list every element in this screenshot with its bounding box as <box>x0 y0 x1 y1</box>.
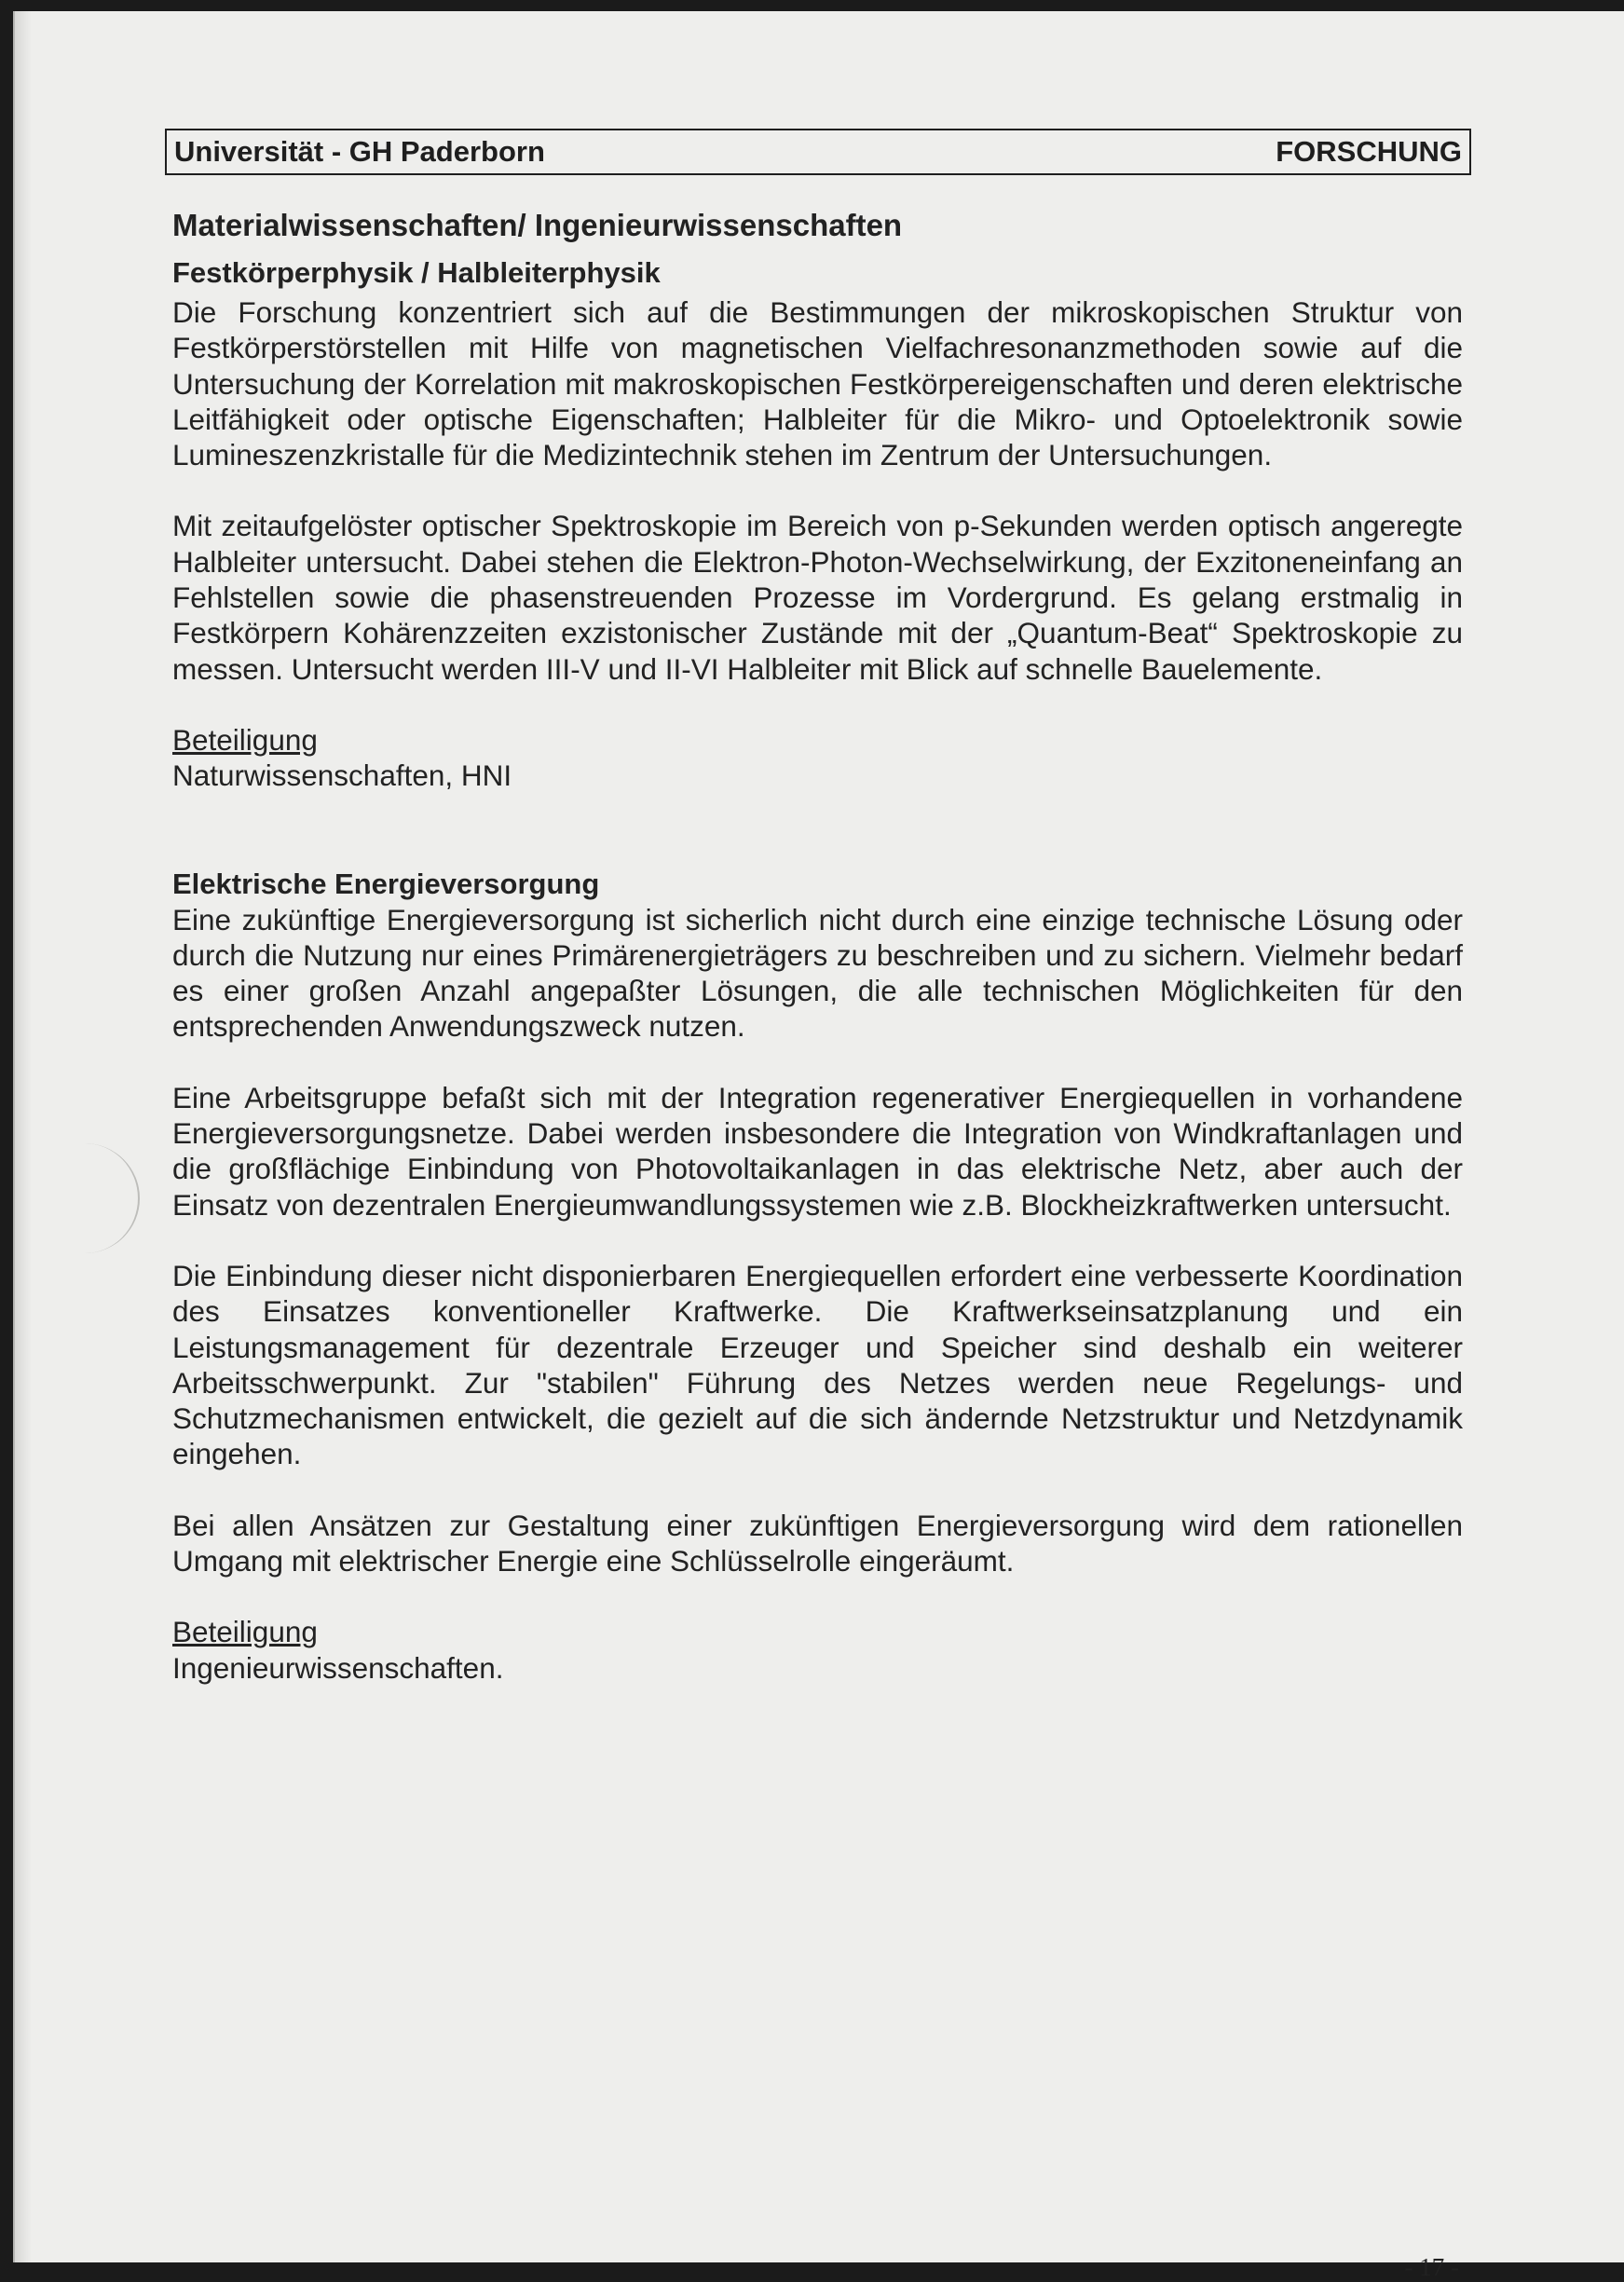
paragraph: Mit zeitaufgelöster optischer Spektroskopie im Bereich von p-Sekunden werden optisch angeregte Halbleiter untersucht. Dabei stehen die Elektron-Photon-Wechselwirkung, der Exzitoneneinfang an Fehlstellen sowie die phasenstreuenden Prozesse im Vordergrund. Es gelang erstmalig in Festkörpern Kohärenzzeiten exzistonischer Zustände mit der „Quantum-Beat“ Spektroskopie zu messen. Untersucht werden III-V und II-VI Halbleiter mit Blick auf schnelle Bauelemente. <box>172 509 1463 686</box>
participation-label: Beteiligung <box>172 1615 318 1649</box>
section-festkoerperphysik <box>172 253 1463 794</box>
header-section: FORSCHUNG <box>1276 135 1462 168</box>
section-energieversorgung <box>172 867 1463 1686</box>
participation-value: Naturwissenschaften, HNI <box>172 758 512 793</box>
page-content <box>172 205 1463 1686</box>
paragraph: Die Einbindung dieser nicht disponierbaren Energiequellen erfordert eine verbesserte Koordination des Einsatzes konventioneller Kraftwerke. Die Kraftwerkseinsatzplanung und ein Leistungsmanagement für dezentrale Erzeuger und Speicher sind deshalb ein weiterer Arbeitsschwerpunkt. Zur "stabilen" Führung des Netzes werden neue Regelungs- und Schutzmechanismen entwickelt, die gezielt auf die sich ändernde Netzstruktur und Netzdynamik eingehen. <box>172 1258 1463 1471</box>
main-heading: Materialwissenschaften/ Ingenieurwissenschaften <box>172 208 903 242</box>
section-heading: Festkörperphysik / Halbleiterphysik <box>172 256 661 289</box>
page-header <box>165 129 1471 175</box>
header-university: Universität - GH Paderborn <box>174 135 545 168</box>
section-heading: Elektrische Energieversorgung <box>172 867 600 900</box>
participation-label: Beteiligung <box>172 722 318 757</box>
binding-shadow <box>13 11 32 2262</box>
paragraph: Bei allen Ansätzen zur Gestaltung einer zukünftigen Energieversorgung wird dem rationellen Umgang mit elektrischer Energie eine Schlüsselrolle eingeräumt. <box>172 1508 1463 1578</box>
paragraph: Eine Arbeitsgruppe befaßt sich mit der Integration regenerativer Energiequellen in vorhandene Energieversorgungsnetze. Dabei werden insbesondere die Integration von Windkraftanlagen und die großflächige Einbindung von Photovoltaikanlagen in das elektrische Netz, aber auch der Einsatz von dezentralen Energieumwandlungssystemen wie z.B. Blockheizkraftwerken untersucht. <box>172 1080 1463 1222</box>
page-number: - 17 - <box>1404 2253 1459 2281</box>
participation-value: Ingenieurwissenschaften. <box>172 1650 504 1685</box>
paragraph: Die Forschung konzentriert sich auf die Bestimmungen der mikroskopischen Struktur von Festkörperstörstellen mit Hilfe von magnetischen Vielfachresonanzmethoden sowie auf die Untersuchung der Korrelation mit makroskopischen Festkörpereigenschaften und deren elektrische Leitfähigkeit oder optische Eigenschaften; Halbleiter für die Mikro- und Optoelektronik sowie Lumineszenzkristalle für die Medizintechnik stehen im Zentrum der Untersuchungen. <box>172 295 1463 472</box>
paragraph: Eine zukünftige Energieversorgung ist sicherlich nicht durch eine einzige technische Lösung oder durch die Nutzung nur eines Primärenergieträgers zu beschreiben und zu sichern. Vielmehr bedarf es einer großen Anzahl angepaßter Lösungen, die alle technischen Möglichkeiten für den entsprechenden Anwendungszweck nutzen. <box>172 902 1463 1044</box>
